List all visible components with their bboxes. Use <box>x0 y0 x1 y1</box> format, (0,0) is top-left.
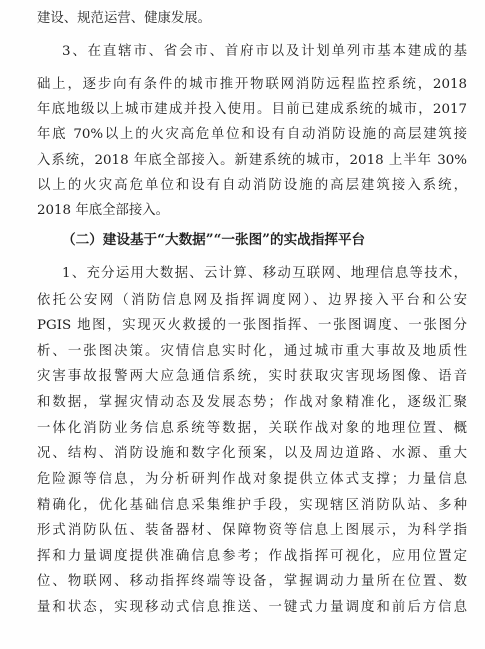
text-line: 形式消防队伍、装备器材、保障物资等信息上图展示，为科学指 <box>37 523 467 538</box>
text-line: 危险源等信息，为分析研判作战对象提供立体式支撑；力量信息 <box>37 472 467 487</box>
text-line: 年底 70%以上的火灾高危单位和设有自动消防设施的高层建筑接 <box>37 127 467 142</box>
text-line: 位、物联网、移动指挥终端等设备，掌握调动力量所在位置、数 <box>37 574 467 589</box>
text-line: 一体化消防业务信息系统等数据，关联作战对象的地理位置、概 <box>37 421 467 436</box>
text-line: 量和状态，实现移动式信息推送、一键式力量调度和前后方信息 <box>37 600 467 615</box>
text-line: 和数据，掌握灾情动态及发展态势；作战对象精准化，逐级汇聚 <box>37 395 467 410</box>
text-line: 2018 年底全部接入。 <box>37 203 170 218</box>
text-line: 依托公安网（消防信息网及指挥调度网）、边界接入平台和公安 <box>37 293 467 308</box>
text-line: 挥和力量调度提供准确信息参考；作战指挥可视化，应用位置定 <box>37 549 467 564</box>
text-line: 3、在直辖市、省会市、首府市以及计划单列市基本建成的基 <box>62 44 467 59</box>
text-line: 1、充分运用大数据、云计算、移动互联网、地理信息等技术， <box>62 266 467 281</box>
text-line: 入系统，2018 年底全部接入。新建系统的城市，2018 上半年 30% <box>37 153 467 168</box>
text-line: 况、结构、消防设施和数字化预案，以及周边道路、水源、重大 <box>37 446 467 461</box>
text-line: 础上，逐步向有条件的城市推开物联网消防远程监控系统，2018 <box>37 77 467 92</box>
text-line: PGIS 地图，实现灭火救援的一张图指挥、一张图调度、一张图分 <box>37 318 467 333</box>
text-line: 析、一张图决策。灾情信息实时化，通过城市重大事故及地质性 <box>37 344 467 359</box>
section-heading: （二）建设基于“大数据”“一张图”的实战指挥平台 <box>62 232 366 248</box>
text-line: 以上的火灾高危单位和设有自动消防设施的高层建筑接入系统， <box>37 178 467 193</box>
text-line: 建设、规范运营、健康发展。 <box>37 11 212 26</box>
text-line: 灾害事故报警两大应急通信系统，实时获取灾害现场图像、语音 <box>37 369 467 384</box>
text-line: 精确化，优化基础信息采集维护手段，实现辖区消防队站、多种 <box>37 498 467 513</box>
text-line: 年底地级以上城市建成并投入使用。目前已建成系统的城市，2017 <box>37 102 467 117</box>
